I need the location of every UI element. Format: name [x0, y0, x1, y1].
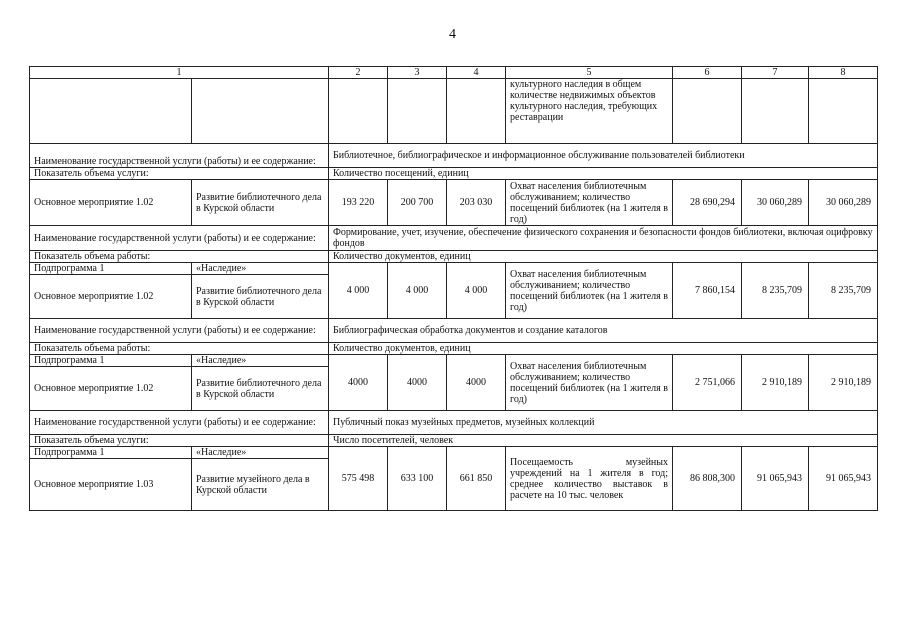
- value-col4: 203 030: [447, 180, 506, 226]
- indicator-value: Число посетителей, человек: [329, 435, 878, 447]
- value-col4: 4 000: [447, 263, 506, 319]
- service-row: [30, 411, 878, 435]
- subprogram-row: [30, 263, 878, 275]
- service-row: [30, 144, 878, 168]
- value-col2: 575 498: [329, 447, 388, 511]
- header-cell: 8: [809, 67, 878, 79]
- header-row: [30, 67, 878, 79]
- indicator-text: Охват населения библиотечным обслуживанием; количество посещений библиотек (на 1 жителя в год): [506, 355, 673, 411]
- header-cell: 5: [506, 67, 673, 79]
- measure-name: Развитие музейного дела в Курской области: [192, 459, 329, 511]
- value-col7: 91 065,943: [742, 447, 809, 511]
- value-col3: 4000: [388, 355, 447, 411]
- subprogram-label: Подпрограмма 1: [30, 447, 192, 459]
- value-col3: 633 100: [388, 447, 447, 511]
- measure-row: [30, 180, 878, 226]
- service-name: Библиотечное, библиографическое и информационное обслуживание пользователей библиотеки: [329, 144, 878, 168]
- measure-id: Основное мероприятие 1.02: [30, 180, 192, 226]
- continuation-row: [30, 79, 878, 144]
- value-col2: 193 220: [329, 180, 388, 226]
- program-table: [29, 66, 878, 511]
- service-name: Библиографическая обработка документов и создание каталогов: [329, 319, 878, 343]
- continued-text: культурного наследия в общем количестве недвижимых объектов культурного наследия, требующих реставрации: [506, 79, 673, 144]
- service-name: Публичный показ музейных предметов, музейных коллекций: [329, 411, 878, 435]
- subprogram-label: Подпрограмма 1: [30, 355, 192, 367]
- service-name: Формирование, учет, изучение, обеспечение физического сохранения и безопасности фондов библиотеки, включая оцифровку фондов: [329, 226, 878, 251]
- value-col7: 2 910,189: [742, 355, 809, 411]
- value-col7: 8 235,709: [742, 263, 809, 319]
- measure-id: Основное мероприятие 1.02: [30, 275, 192, 319]
- indicator-value: Количество документов, единиц: [329, 251, 878, 263]
- indicator-text: Посещаемость музейных учреждений на 1 жителя в год; среднее количество выставок в расчете на 10 тыс. человек: [506, 447, 673, 511]
- service-label: Наименование государственной услуги (работы) и ее содержание:: [30, 319, 329, 343]
- indicator-row: [30, 435, 878, 447]
- value-col8: 8 235,709: [809, 263, 878, 319]
- indicator-row: [30, 251, 878, 263]
- subprogram-name: «Наследие»: [192, 447, 329, 459]
- indicator-text: Охват населения библиотечным обслуживанием; количество посещений библиотек (на 1 жителя в год): [506, 263, 673, 319]
- value-col3: 200 700: [388, 180, 447, 226]
- header-cell: 6: [673, 67, 742, 79]
- subprogram-label: Подпрограмма 1: [30, 263, 192, 275]
- indicator-label: Показатель объема работы:: [30, 343, 329, 355]
- header-cell: 2: [329, 67, 388, 79]
- measure-name: Развитие библиотечного дела в Курской области: [192, 275, 329, 319]
- service-label: Наименование государственной услуги (работы) и ее содержание:: [30, 226, 329, 251]
- value-col2: 4 000: [329, 263, 388, 319]
- value-col6: 7 860,154: [673, 263, 742, 319]
- page-number: 4: [449, 27, 456, 42]
- value-col4: 4000: [447, 355, 506, 411]
- header-cell: 1: [30, 67, 329, 79]
- service-label: Наименование государственной услуги (работы) и ее содержание:: [30, 411, 329, 435]
- service-row: [30, 319, 878, 343]
- indicator-label: Показатель объема услуги:: [30, 168, 329, 180]
- value-col8: 30 060,289: [809, 180, 878, 226]
- subprogram-row: [30, 447, 878, 459]
- value-col6: 28 690,294: [673, 180, 742, 226]
- service-row: [30, 226, 878, 251]
- indicator-label: Показатель объема работы:: [30, 251, 329, 263]
- measure-id: Основное мероприятие 1.02: [30, 367, 192, 411]
- value-col4: 661 850: [447, 447, 506, 511]
- value-col6: 86 808,300: [673, 447, 742, 511]
- value-col8: 91 065,943: [809, 447, 878, 511]
- value-col8: 2 910,189: [809, 355, 878, 411]
- value-col2: 4000: [329, 355, 388, 411]
- measure-name: Развитие библиотечного дела в Курской области: [192, 367, 329, 411]
- indicator-value: Количество документов, единиц: [329, 343, 878, 355]
- indicator-row: [30, 343, 878, 355]
- indicator-value: Количество посещений, единиц: [329, 168, 878, 180]
- subprogram-name: «Наследие»: [192, 355, 329, 367]
- header-cell: 4: [447, 67, 506, 79]
- measure-id: Основное мероприятие 1.03: [30, 459, 192, 511]
- subprogram-row: [30, 355, 878, 367]
- service-label: Наименование государственной услуги (работы) и ее содержание:: [30, 144, 329, 168]
- value-col3: 4 000: [388, 263, 447, 319]
- value-col7: 30 060,289: [742, 180, 809, 226]
- indicator-label: Показатель объема услуги:: [30, 435, 329, 447]
- indicator-text: Охват населения библиотечным обслуживанием; количество посещений библиотек (на 1 жителя в год): [506, 180, 673, 226]
- header-cell: 7: [742, 67, 809, 79]
- measure-name: Развитие библиотечного дела в Курской области: [192, 180, 329, 226]
- indicator-row: [30, 168, 878, 180]
- value-col6: 2 751,066: [673, 355, 742, 411]
- header-cell: 3: [388, 67, 447, 79]
- subprogram-name: «Наследие»: [192, 263, 329, 275]
